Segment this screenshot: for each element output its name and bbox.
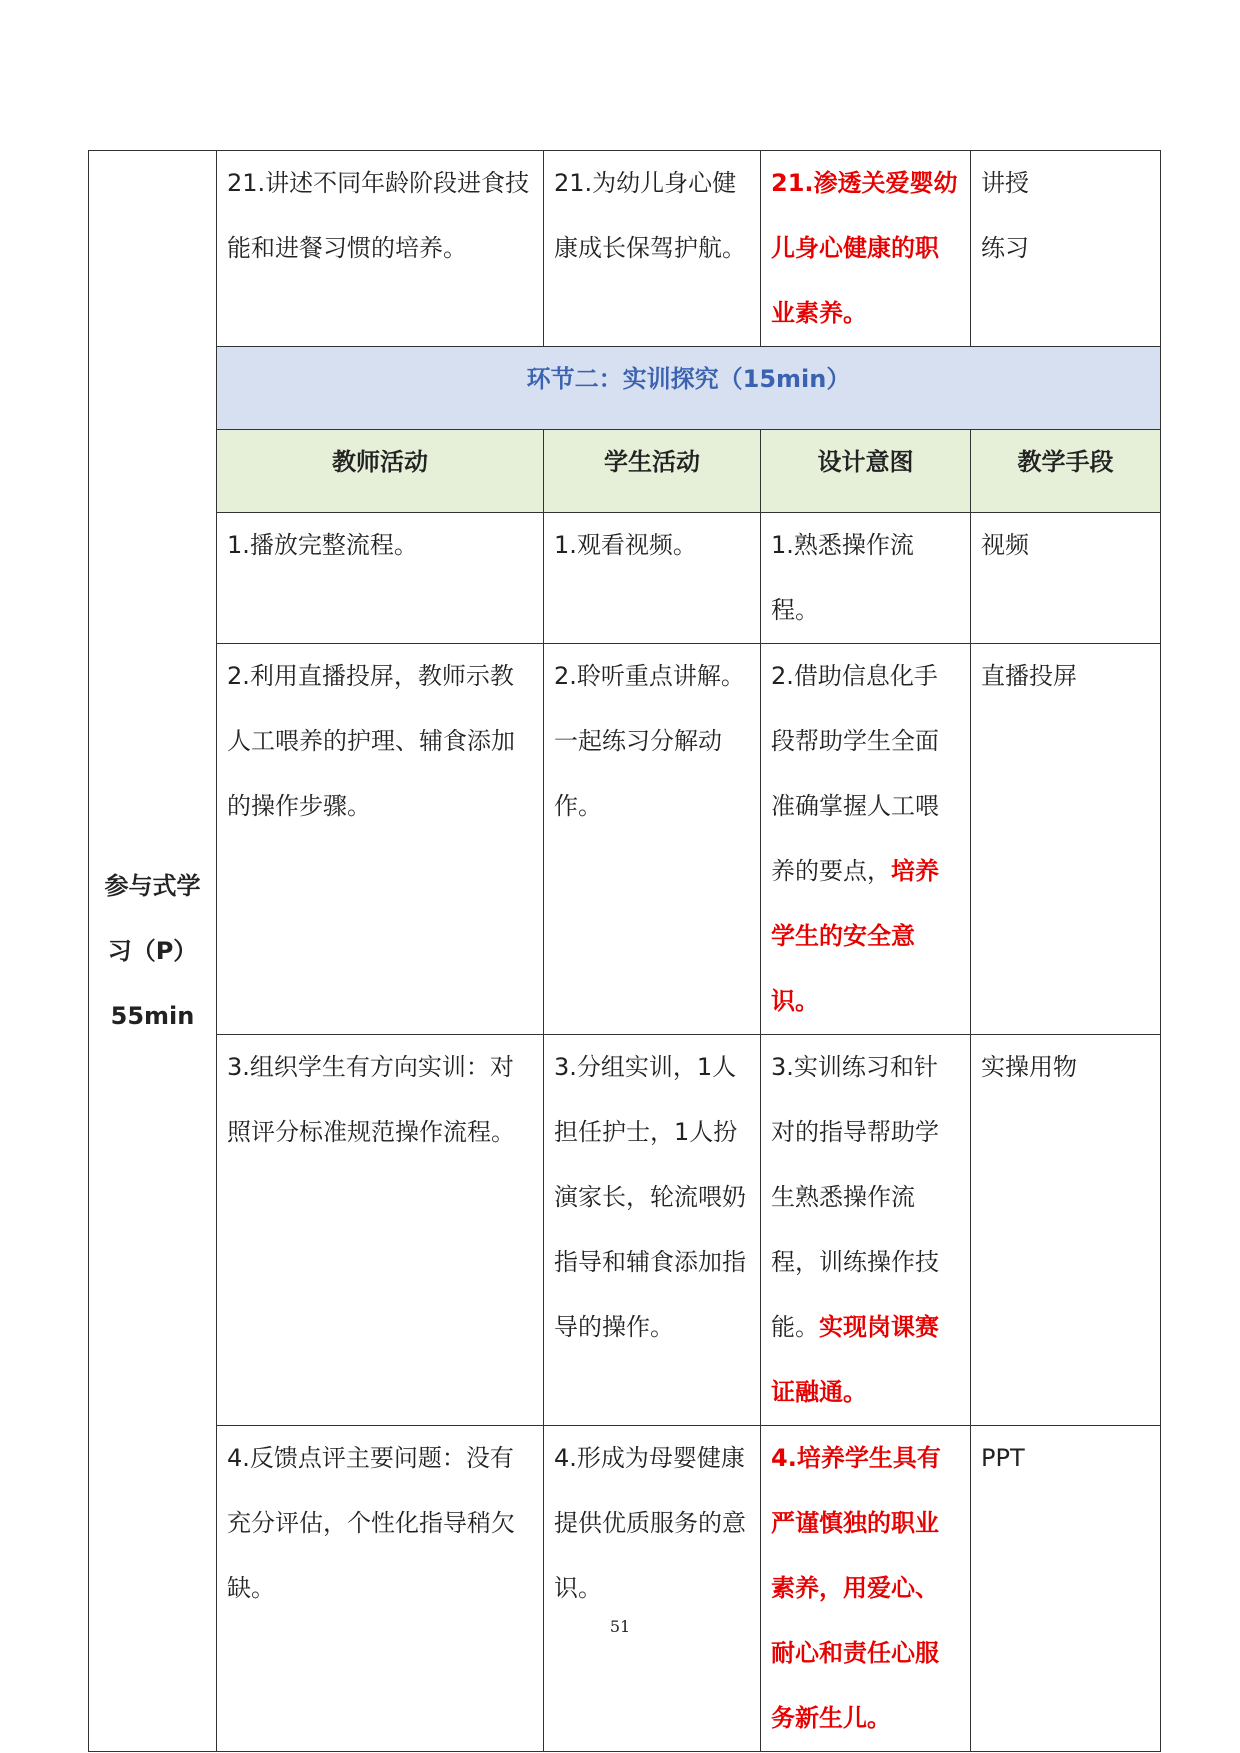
teaching-means-cell: 实操用物 <box>971 1035 1161 1426</box>
table-row <box>89 151 1161 347</box>
design-intent-text: 2.借助信息化手段帮助学生全面准确掌握人工喂养的要点， <box>771 662 939 885</box>
design-intent-cell <box>761 1035 971 1426</box>
teaching-means-cell: 直播投屏 <box>971 644 1161 1035</box>
stage-banner: 环节二：实训探究（15min） <box>217 347 1161 430</box>
teacher-activity-cell: 3.组织学生有方向实训：对照评分标准规范操作流程。 <box>217 1035 544 1426</box>
student-activity-cell: 1.观看视频。 <box>544 513 761 644</box>
teaching-means-cell <box>971 151 1161 347</box>
means-line1: 讲授 <box>981 169 1029 197</box>
teaching-means-cell: 视频 <box>971 513 1161 644</box>
design-intent-text: 1.熟悉操作流程。 <box>771 531 914 624</box>
design-intent-cell <box>761 513 971 644</box>
student-activity-cell: 4.形成为母婴健康提供优质服务的意识。 <box>544 1426 761 1752</box>
teaching-means-cell: PPT <box>971 1426 1161 1752</box>
design-intent-text: 3.实训练习和针对的指导帮助学生熟悉操作流程，训练操作技能。 <box>771 1053 939 1341</box>
teacher-activity-cell: 1.播放完整流程。 <box>217 513 544 644</box>
student-activity-cell: 2.聆听重点讲解。一起练习分解动作。 <box>544 644 761 1035</box>
teacher-activity-cell: 2.利用直播投屏，教师示教人工喂养的护理、辅食添加的操作步骤。 <box>217 644 544 1035</box>
table-row <box>89 1035 1161 1426</box>
table-row <box>89 1426 1161 1752</box>
header-design-intent: 设计意图 <box>761 430 971 513</box>
design-intent-cell <box>761 644 971 1035</box>
phase-label-line2: 习（P） <box>107 936 198 965</box>
means-line2: 练习 <box>981 234 1029 262</box>
student-activity-cell: 3.分组实训，1人担任护士，1人扮演家长，轮流喂奶指导和辅食添加指导的操作。 <box>544 1035 761 1426</box>
header-teacher-activity: 教师活动 <box>217 430 544 513</box>
design-intent-emphasis: 4.培养学生具有严谨慎独的职业素养，用爱心、耐心和责任心服务新生儿。 <box>771 1444 941 1732</box>
phase-duration: 55min <box>110 1001 195 1030</box>
phase-label-line1: 参与式学 <box>104 871 201 900</box>
table-row <box>89 513 1161 644</box>
table-row <box>89 644 1161 1035</box>
phase-cell <box>89 151 217 1752</box>
table-header-row <box>89 430 1161 513</box>
teacher-activity-cell: 4.反馈点评主要问题：没有充分评估，个性化指导稍欠缺。 <box>217 1426 544 1752</box>
header-student-activity: 学生活动 <box>544 430 761 513</box>
header-teaching-means: 教学手段 <box>971 430 1161 513</box>
design-intent-cell <box>761 1426 971 1752</box>
student-activity-cell: 21.为幼儿身心健康成长保驾护航。 <box>544 151 761 347</box>
design-intent-cell: 21.渗透关爱婴幼儿身心健康的职业素养。 <box>761 151 971 347</box>
lesson-plan-table <box>88 150 1161 1752</box>
table-row <box>89 347 1161 430</box>
teacher-activity-cell: 21.讲述不同年龄阶段进食技能和进餐习惯的培养。 <box>217 151 544 347</box>
design-intent-emphasis: 培养学生的安全意识。 <box>771 857 939 1015</box>
page-number: 51 <box>609 1617 631 1636</box>
design-intent-emphasis: 实现岗课赛证融通。 <box>771 1313 939 1406</box>
